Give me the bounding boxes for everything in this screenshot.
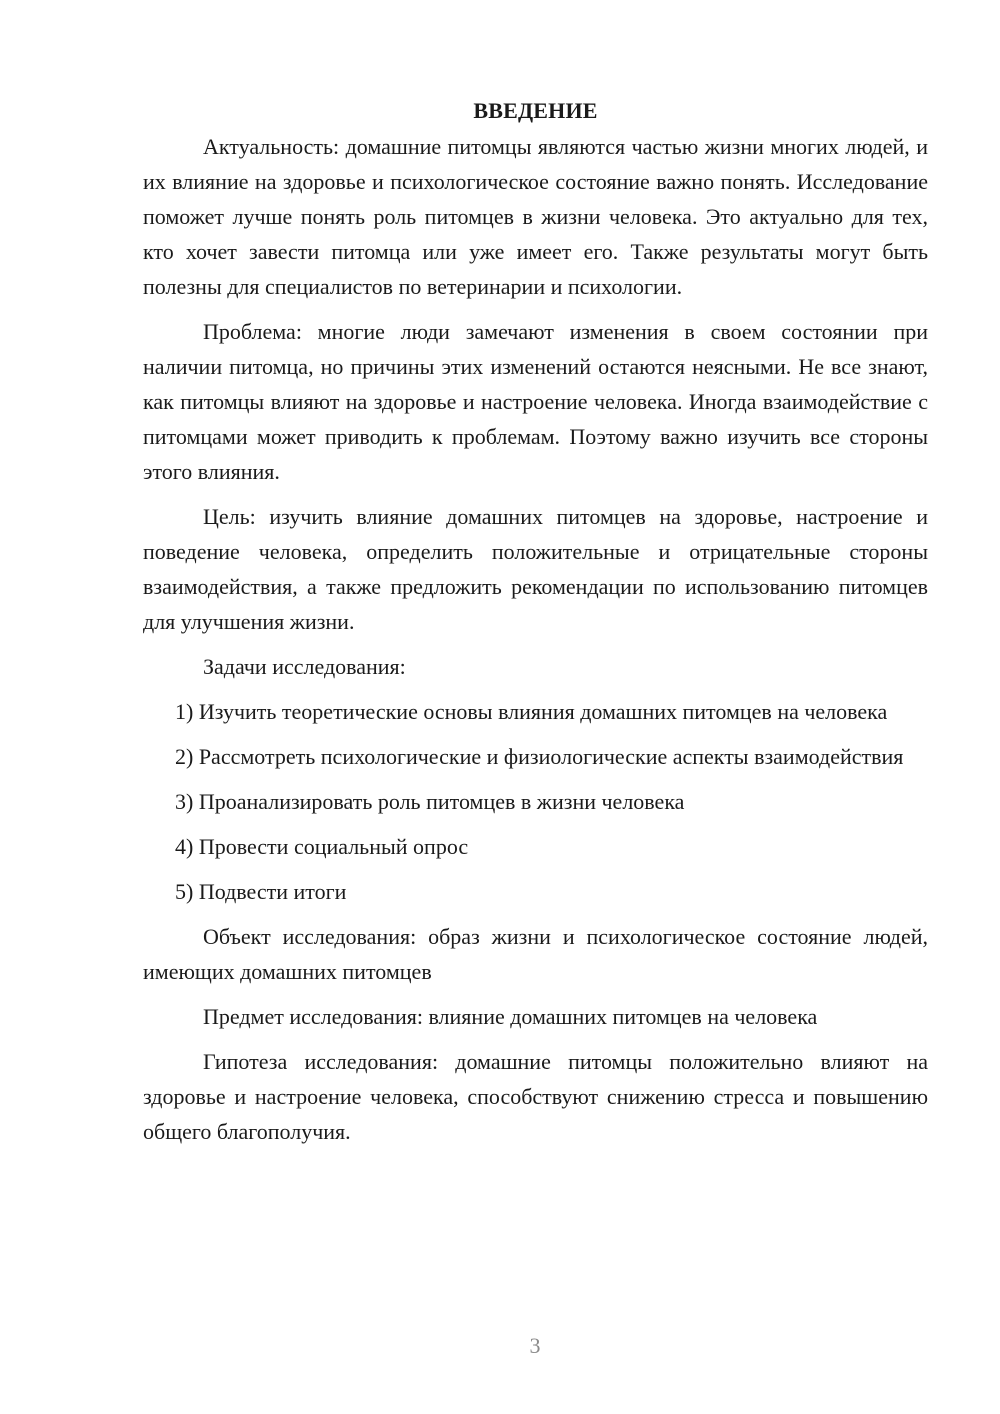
page-number: 3 xyxy=(529,1333,541,1358)
page-title: ВВЕДЕНИЕ xyxy=(473,98,598,123)
task-item: 1) Изучить теоретические основы влияния домашних питомцев на человека xyxy=(175,699,888,724)
paragraph-subject: Предмет исследования: влияние домашних питомцев на человека xyxy=(203,1004,818,1029)
paragraph-goal: Цель: изучить влияние домашних питомцев на здоровье, настроение и поведение человека, определить положительные и отрицательные стороны взаимодействия, а также предложить рекомендации по использованию питомцев для улучшения жизни. xyxy=(143,504,928,634)
paragraph-hypothesis: Гипотеза исследования: домашние питомцы положительно влияют на здоровье и настроение человека, способствуют снижению стресса и повышению общего благополучия. xyxy=(143,1049,928,1144)
task-item: 4) Провести социальный опрос xyxy=(175,834,469,859)
document-page xyxy=(143,93,928,1149)
task-item: 5) Подвести итоги xyxy=(175,879,347,904)
task-item: 3) Проанализировать роль питомцев в жизни человека xyxy=(175,789,685,814)
paragraph-problem: Проблема: многие люди замечают изменения в своем состоянии при наличии питомца, но причины этих изменений остаются неясными. Не все знают, как питомцы влияют на здоровье и настроение человека. Иногда взаимодействие с питомцами может приводить к проблемам. Поэтому важно изучить все стороны этого влияния. xyxy=(143,319,928,484)
paragraph-relevance: Актуальность: домашние питомцы являются частью жизни многих людей, и их влияние на здоровье и психологическое состояние важно понять. Исследование поможет лучше понять роль питомцев в жизни человека. Это актуально для тех, кто хочет завести питомца или уже имеет его. Также результаты могут быть полезны для специалистов по ветеринарии и психологии. xyxy=(143,134,928,299)
task-item: 2) Рассмотреть психологические и физиологические аспекты взаимодействия xyxy=(175,744,904,769)
tasks-heading: Задачи исследования: xyxy=(203,654,406,679)
paragraph-object: Объект исследования: образ жизни и психологическое состояние людей, имеющих домашних питомцев xyxy=(143,924,928,984)
